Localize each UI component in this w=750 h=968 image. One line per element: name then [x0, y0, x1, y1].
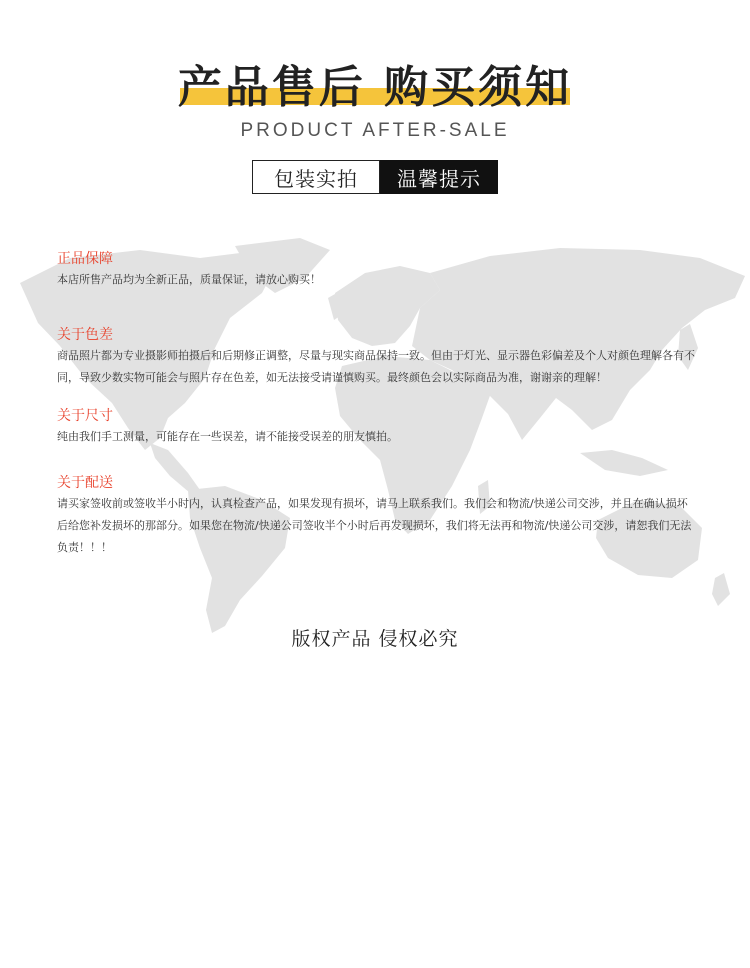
section-body: 本店所售产品均为全新正品，质量保证，请放心购买！ — [57, 273, 321, 286]
page-subtitle: PRODUCT AFTER-SALE — [240, 120, 510, 141]
page-title: 产品售后 购买须知 — [177, 62, 573, 113]
section-title: 关于尺寸 — [57, 408, 113, 424]
section-delivery — [57, 473, 697, 559]
section-title: 关于色差 — [57, 327, 113, 343]
section-body: 商品照片都为专业摄影师拍摄后和后期修正调整，尽量与现实商品保持一致。但由于灯光、显示器色彩偏差及个人对颜色理解各有不同，导致少数实物可能会与照片存在色差，如无法接受请谨慎购买。最终颜色会以实际商品为准，谢谢亲的理解！ — [57, 349, 695, 384]
section-title: 正品保障 — [57, 251, 113, 267]
section-genuine-guarantee — [57, 249, 697, 291]
section-body: 请买家签收前或签收半小时内，认真检查产品，如果发现有损坏，请马上联系我们。我们会和物流/快递公司交涉，并且在确认损坏后给您补发损坏的那部分。如果您在物流/快递公司签收半个小时后再发现损坏，我们将无法再和物流/快递公司交涉，请恕我们无法负责！！！ — [57, 497, 692, 554]
tab-package-photos[interactable]: 包装实拍 — [252, 160, 380, 194]
section-size — [57, 406, 697, 448]
section-color-difference — [57, 325, 697, 389]
copyright-notice: 版权产品 侵权必究 — [291, 628, 459, 650]
tab-warm-tips[interactable]: 温馨提示 — [380, 160, 498, 194]
section-body: 纯由我们手工测量，可能存在一些误差，请不能接受误差的朋友慎拍。 — [57, 430, 398, 443]
section-title: 关于配送 — [57, 475, 113, 491]
